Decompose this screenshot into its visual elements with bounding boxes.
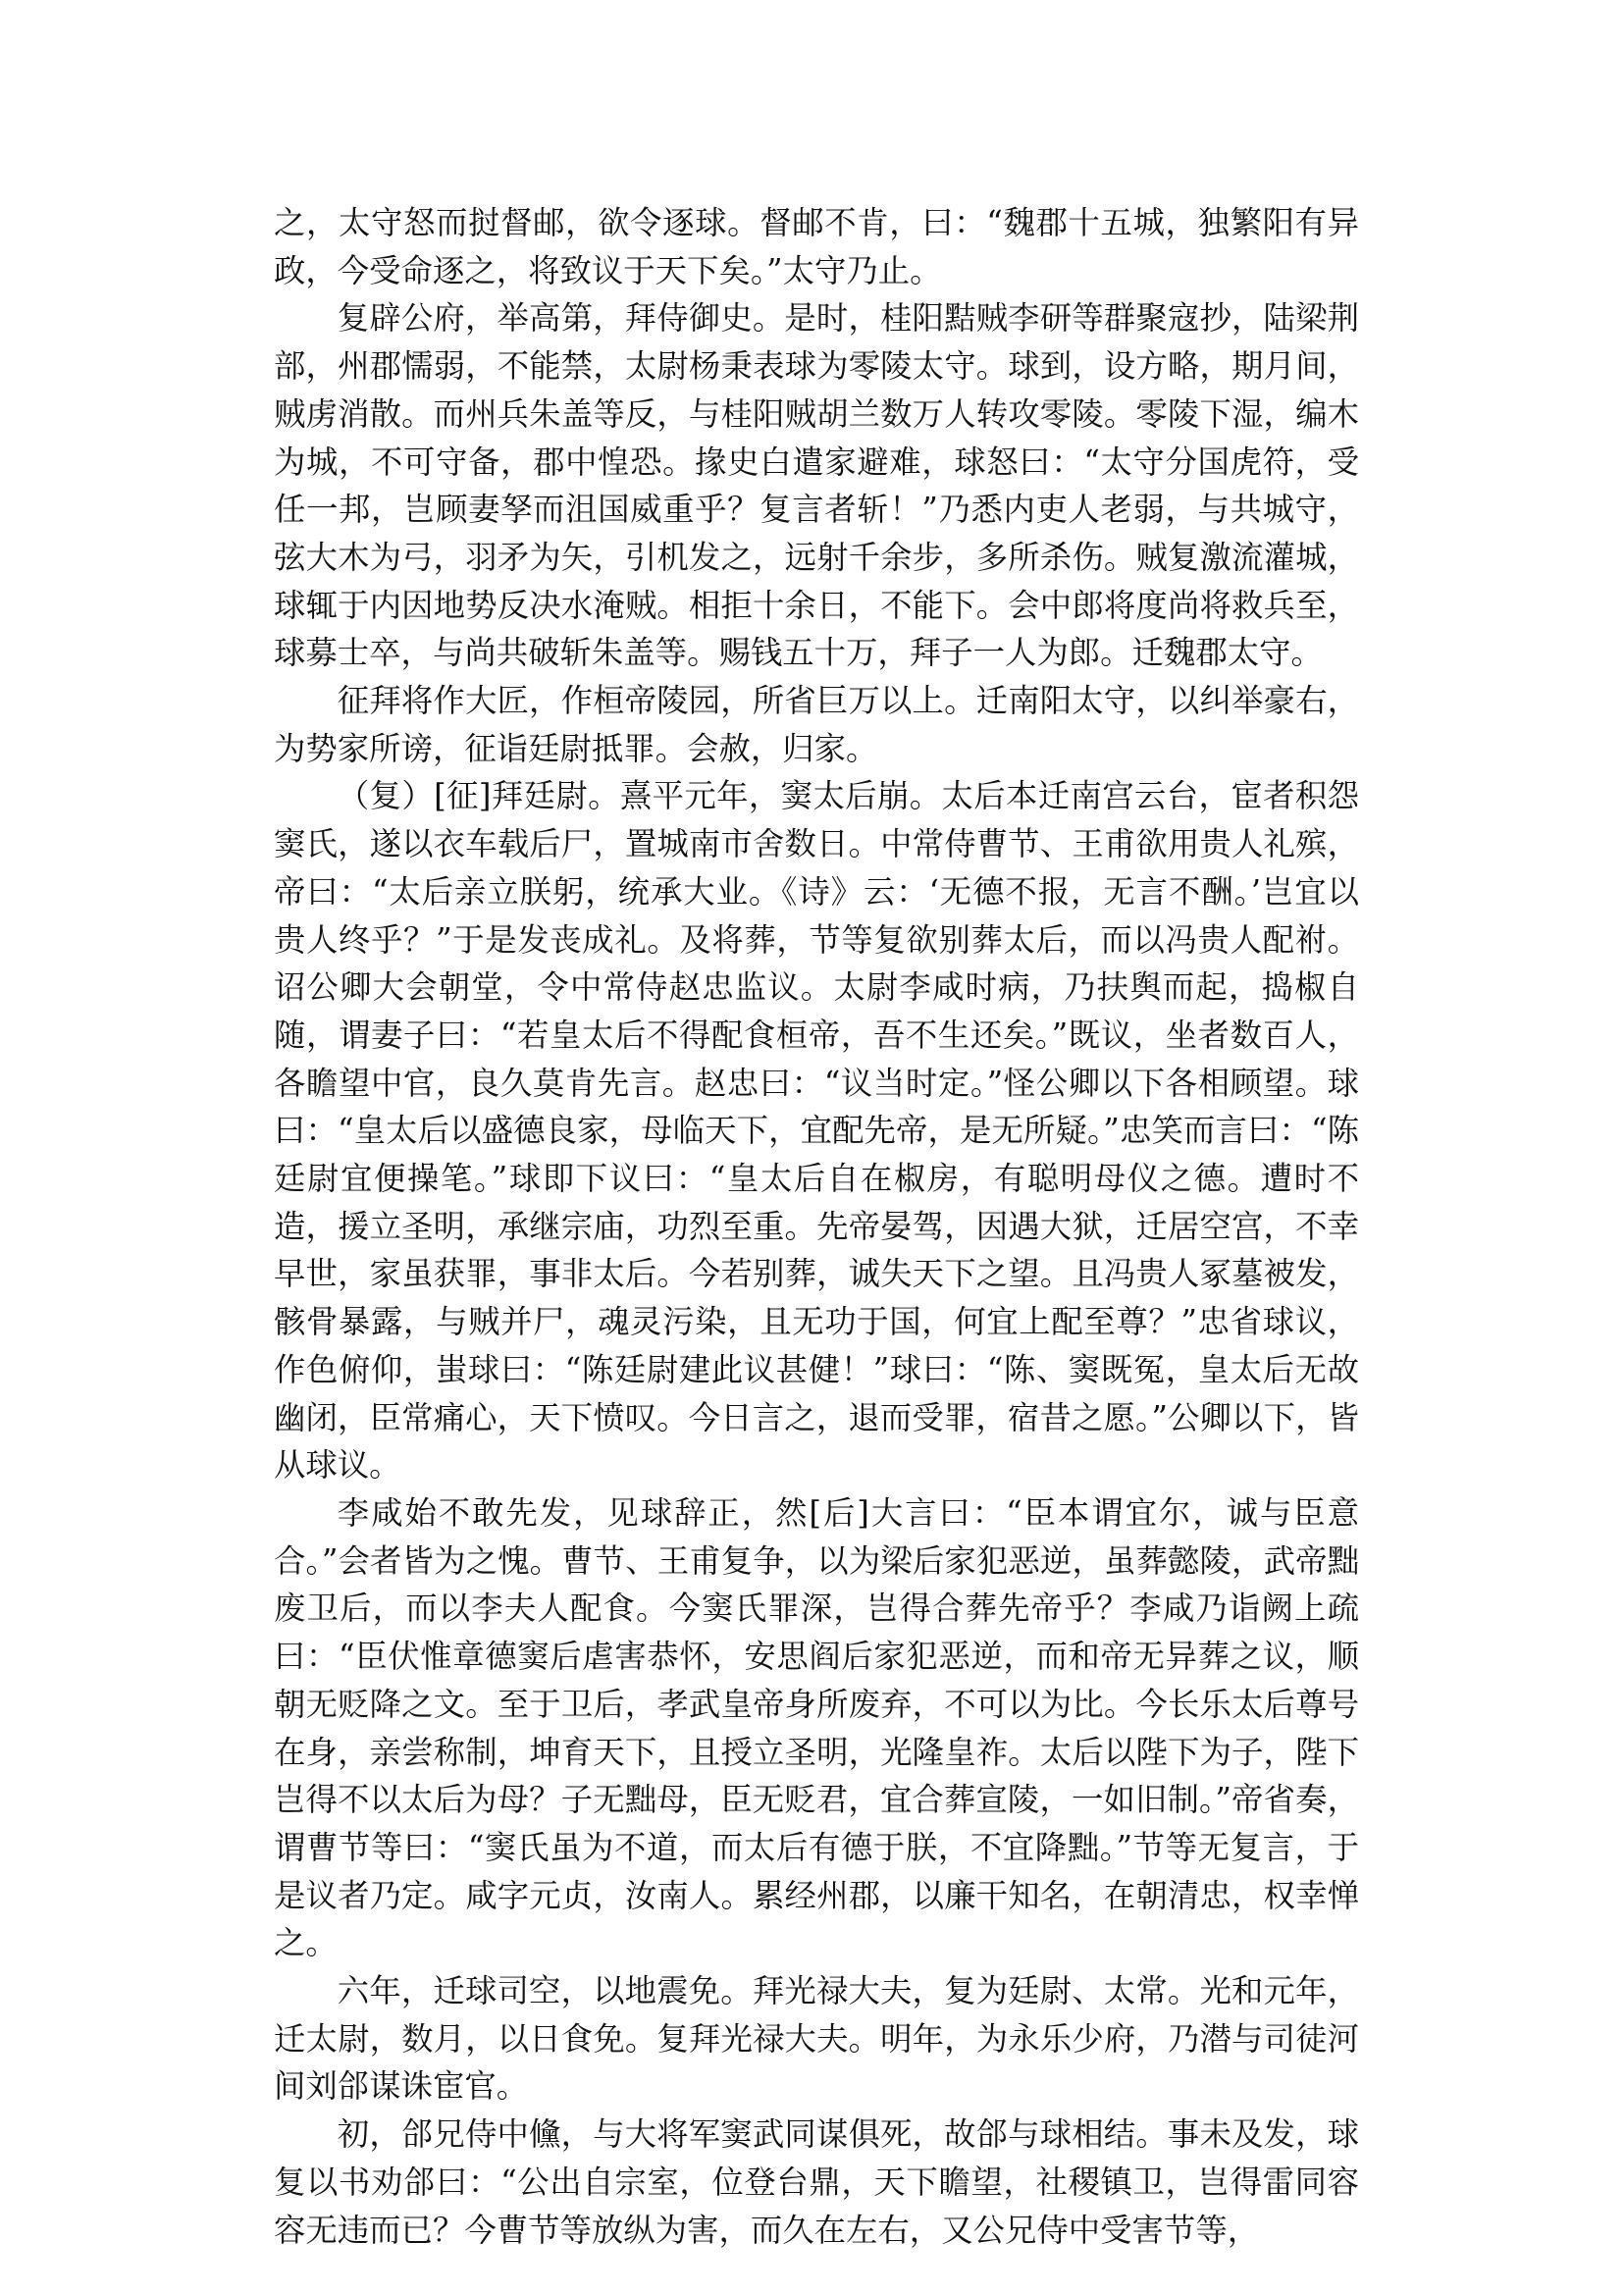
paragraph-5: 李咸始不敢先发，见球辞正，然[后]大言曰：“臣本谓宜尔，诚与臣意合。”会者皆为之愧。曹节、王甫复争，以为梁后家犯恶逆，虽葬懿陵，武帝黜废卫后，而以李夫人配食。今窦氏罪深，岂得合葬先帝乎？李咸乃诣阙上疏曰：“臣伏惟章德窦后虐害恭怀，安思阎后家犯恶逆，而和帝无异葬之议，顺朝无贬降之文。至于卫后，孝武皇帝身所废弃，不可以为比。今长乐太后尊号在身，亲尝称制，坤育天下，且授立圣明，光隆皇祚。太后以陛下为子，陛下岂得不以太后为母？子无黜母，臣无贬君，宜合葬宣陵，一如旧制。”帝省奏，谓曹节等曰：“窦氏虽为不道，而太后有德于朕，不宜降黜。”节等无复言，于是议者乃定。咸字元贞，汝南人。累经州郡，以廉干知名，在朝清忠，权幸惮之。 <box>274 1493 1359 1962</box>
paragraph-6: 六年，迁球司空，以地震免。拜光禄大夫，复为廷尉、太常。光和元年，迁太尉，数月，以日食免。复拜光禄大夫。明年，为永乐少府，乃潜与司徒河间刘郃谋诛宦官。 <box>274 1972 1359 2106</box>
paragraph-1: 之，太守怒而挝督邮，欲令逐球。督邮不肯，曰：“魏郡十五城，独繁阳有异政，今受命逐之，将致议于天下矣。”太守乃止。 <box>274 204 1359 289</box>
paragraph-3: 征拜将作大匠，作桓帝陵园，所省巨万以上。迁南阳太守，以纠举豪右，为势家所谤，征诣廷尉抵罪。会赦，归家。 <box>274 682 1359 767</box>
paragraph-4: （复）[征]拜廷尉。熹平元年，窦太后崩。太后本迁南宫云台，宦者积怨窦氏，遂以衣车载后尸，置城南市舍数日。中常侍曹节、王甫欲用贵人礼殡，帝曰：“太后亲立朕躬，统承大业。《诗》云：‘无德不报，无言不酬。’岂宜以贵人终乎？”于是发丧成礼。及将葬，节等复欲别葬太后，而以冯贵人配祔。诏公卿大会朝堂，令中常侍赵忠监议。太尉李咸时病，乃扶舆而起，捣椒自随，谓妻子曰：“若皇太后不得配食桓帝，吾不生还矣。”既议，坐者数百人，各瞻望中官，良久莫肯先言。赵忠曰：“议当时定。”怪公卿以下各相顾望。球曰：“皇太后以盛德良家，母临天下，宜配先帝，是无所疑。”忠笑而言曰：“陈廷尉宜便操笔。”球即下议曰：“皇太后自在椒房，有聪明母仪之德。遭时不造，援立圣明，承继宗庙，功烈至重。先帝晏驾，因遇大狱，迁居空宫，不幸早世，家虽获罪，事非太后。今若别葬，诚失天下之望。且冯贵人冢墓被发，骸骨暴露，与贼并尸，魂灵污染，且无功于国，何宜上配至尊？”忠省球议，作色俯仰，蚩球曰：“陈廷尉建此议甚健！”球曰：“陈、窦既冤，皇太后无故幽闭，臣常痛心，天下愤叹。今日言之，退而受罪，宿昔之愿。”公卿以下，皆从球议。 <box>274 777 1359 1485</box>
paragraph-2: 复辟公府，举高第，拜侍御史。是时，桂阳黠贼李研等群聚寇抄，陆梁荆部，州郡懦弱，不能禁，太尉杨秉表球为零陵太守。球到，设方略，期月间，贼虏消散。而州兵朱盖等反，与桂阳贼胡兰数万人转攻零陵。零陵下湿，编木为城，不可守备，郡中惶恐。掾史白遣家避难，球怒曰：“太守分国虎符，受任一邦，岂顾妻孥而沮国威重乎？复言者斩！”乃悉内吏人老弱，与共城守，弦大木为弓，羽矛为矢，引机发之，远射千余步，多所杀伤。贼复激流灌城，球辄于内因地势反决水淹贼。相拒十余日，不能下。会中郎将度尚将救兵至，球募士卒，与尚共破斩朱盖等。赐钱五十万，拜子一人为郎。迁魏郡太守。 <box>274 299 1359 672</box>
paragraph-7: 初，郃兄侍中儵，与大将军窦武同谋俱死，故郃与球相结。事未及发，球复以书劝郃曰：“公出自宗室，位登台鼎，天下瞻望，社稷镇卫，岂得雷同容容无违而已？今曹节等放纵为害，而久在左右，又公兄侍中受害节等， <box>274 2115 1359 2249</box>
document-page <box>274 199 1359 2254</box>
